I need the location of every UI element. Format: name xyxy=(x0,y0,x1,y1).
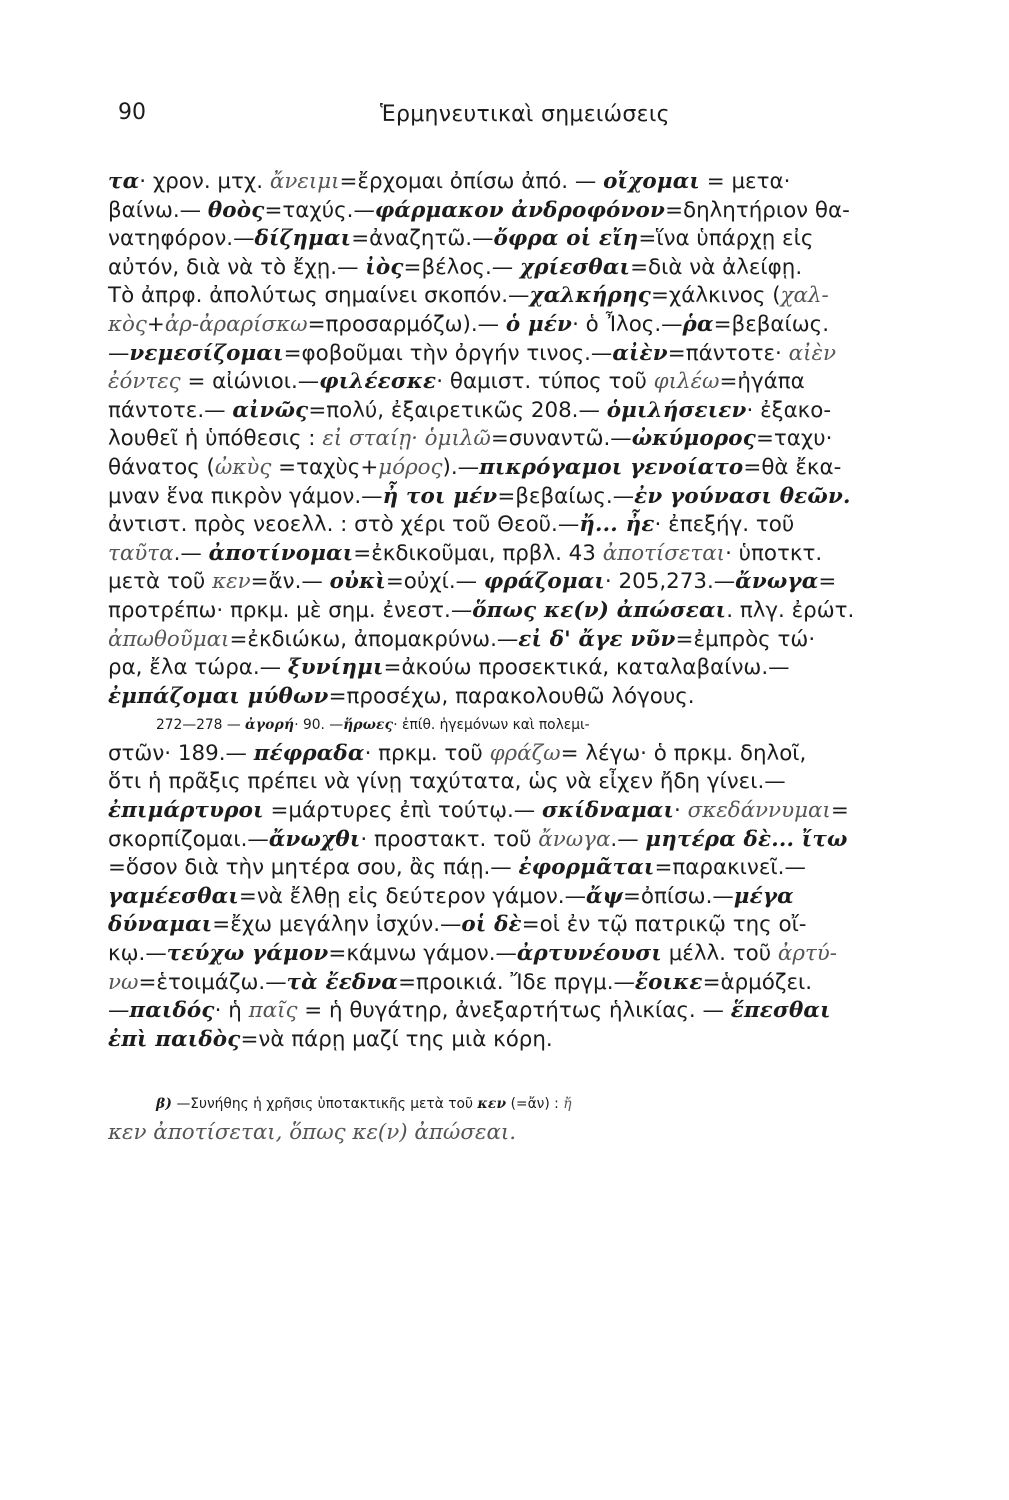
gloss-text: · προστακτ. τοῦ xyxy=(360,826,539,852)
headword: γαμέεσθαι xyxy=(108,883,239,909)
gloss-text: · xyxy=(674,798,688,824)
gloss-text: + xyxy=(146,311,165,337)
italic-citation: φιλέω xyxy=(653,369,720,395)
gloss-text: .— xyxy=(610,826,646,852)
headword: ὄφρα οἱ εἴη xyxy=(493,226,639,252)
gloss-text: =ταχυ· xyxy=(755,426,833,452)
gloss-text: θάνατος ( xyxy=(108,454,215,480)
gloss-text: · 90. — xyxy=(294,717,344,734)
gloss-text: · ἐξακο- xyxy=(746,397,832,423)
headword: ἥρωες xyxy=(343,717,394,734)
gloss-text: =πολύ, ἐξαιρετικῶς 208.— xyxy=(308,397,607,423)
gloss-text: =φοβοῦμαι τὴν ὀργήν τινος.— xyxy=(283,340,613,366)
gloss-text: κῳ.— xyxy=(108,941,167,967)
gloss-text: · πρκμ. τοῦ xyxy=(364,740,490,766)
italic-citation: ἀπωθοῦμαι xyxy=(108,626,230,652)
headword: ἀποτίνομαι xyxy=(208,540,354,566)
gloss-text: =ἔρχομαι ὀπίσω ἀπό. — xyxy=(339,169,604,194)
text-line xyxy=(108,168,958,197)
italic-citation: σκεδάννυμαι xyxy=(687,798,831,824)
gloss-text: =παρακινεῖ.— xyxy=(654,855,806,881)
text-line xyxy=(108,626,958,655)
gloss-text: = ἡ θυγάτηρ, ἀνεξαρτήτως ἡλικίας. — xyxy=(297,998,731,1024)
gloss-text: · ἐπεξήγ. τοῦ xyxy=(654,512,795,538)
gloss-text: Τὸ ἀπρφ. ἀπολύτως σημαίνει σκοπόν.— xyxy=(108,283,530,309)
headword: ὅπως κε(ν) ἀπώσεαι xyxy=(472,597,727,623)
text-line xyxy=(108,969,958,998)
text-line xyxy=(108,1119,958,1148)
gloss-text: =ἑτοιμάζω.— xyxy=(138,969,287,995)
headword: ἄνωγα xyxy=(735,569,819,595)
gloss-text: προτρέπω· πρκμ. μὲ σημ. ἐνεστ.— xyxy=(108,597,473,623)
headword: ἐπὶ παιδὸς xyxy=(108,1026,241,1052)
headword: ἄνωχθι xyxy=(268,826,361,852)
gloss-text: =ἁρμόζει. xyxy=(702,969,813,995)
gloss-text: — xyxy=(108,340,130,366)
headword: ἄψ xyxy=(585,883,623,909)
gloss-text: βαίνω.— xyxy=(108,197,208,223)
gloss-text: · χρον. μτχ. xyxy=(139,169,270,194)
text-line xyxy=(108,540,958,569)
gloss-text: = μετα· xyxy=(699,169,791,194)
gloss-text: 272—278 — xyxy=(156,717,246,734)
headword: ὠκύμορος xyxy=(631,426,756,452)
text-line xyxy=(108,1090,958,1119)
gloss-text: . πλγ. ἐρώτ. xyxy=(726,597,855,623)
italic-citation: μόρος xyxy=(378,454,443,480)
paragraph-gap xyxy=(108,1054,958,1090)
gloss-text: μετὰ τοῦ xyxy=(108,569,213,595)
gloss-text: =ἀναζητῶ.— xyxy=(351,226,494,252)
headword: ἤ... ἦε xyxy=(579,512,655,538)
gloss-text: =κάμνω γάμον.— xyxy=(328,941,517,967)
headword: αἰὲν xyxy=(612,340,668,366)
gloss-text: =συναντῶ.— xyxy=(490,426,632,452)
italic-citation: ἀρ-ἀραρίσκω xyxy=(164,311,308,337)
gloss-text: =βέλος.— xyxy=(403,254,520,280)
gloss-text: — xyxy=(108,998,130,1024)
gloss-text: μέλλ. τοῦ xyxy=(661,941,778,967)
gloss-text: =ἀκούω προσεκτικά, καταλαβαίνω.— xyxy=(383,655,790,681)
italic-citation: νω xyxy=(108,969,139,995)
italic-citation: ἐόντες xyxy=(108,369,181,395)
text-line xyxy=(108,711,958,740)
gloss-text: =βεβαίως.— xyxy=(497,483,635,509)
gloss-text: · ἐπίθ. ἡγεμόνων καὶ πολεμι- xyxy=(393,717,590,734)
headword: οἱ δὲ xyxy=(461,912,522,938)
headword: τεύχω γάμον xyxy=(166,941,329,967)
headword: ἐν γούνασι θεῶν. xyxy=(634,483,851,509)
text-line xyxy=(108,311,958,340)
italic-citation: ἤ xyxy=(563,1096,572,1113)
text-line xyxy=(108,425,958,454)
gloss-text: πάντοτε.— xyxy=(108,397,233,423)
italic-citation: παῖς xyxy=(248,998,298,1024)
headword: φράζομαι xyxy=(483,569,605,595)
gloss-text: =ἐμπρὸς τώ· xyxy=(675,626,816,652)
headword: ἐπιμάρτυροι xyxy=(108,798,264,824)
italic-citation: ἀρτύ- xyxy=(777,941,838,967)
gloss-text: στῶν· 189.— xyxy=(108,740,254,766)
text-line xyxy=(108,883,958,912)
text-line xyxy=(108,940,958,969)
gloss-text: = xyxy=(818,569,837,595)
headword: ἔοικε xyxy=(634,969,703,995)
gloss-text: · ὁ Ἶλος.— xyxy=(572,311,683,337)
gloss-text: —Συνήθης ἡ χρῆσις ὑποτακτικῆς μετὰ τοῦ xyxy=(172,1096,478,1113)
text-line xyxy=(108,1026,958,1055)
gloss-text: =προσέχω, παρακολουθῶ λόγους. xyxy=(328,683,695,709)
gloss-text: (=ἄν) : xyxy=(506,1096,564,1113)
italic-citation: κεν ἀποτίσεται, ὅπως κε(ν) ἀπώσεαι. xyxy=(108,1120,517,1145)
headword: θοὸς xyxy=(207,197,265,223)
headword: κεν xyxy=(477,1096,507,1113)
gloss-text: =ἐκδικοῦμαι, πρβλ. 43 xyxy=(353,540,603,566)
headword: ἀρτυνέουσι xyxy=(516,941,662,967)
text-line xyxy=(108,797,958,826)
gloss-text: =διὰ νὰ ἀλείφῃ. xyxy=(630,254,803,280)
gloss-text: ρα, ἔλα τώρα.— xyxy=(108,655,288,681)
gloss-text: =ἵνα ὑπάρχῃ εἰς xyxy=(638,226,814,252)
headword: ἕπεσθαι xyxy=(730,998,831,1024)
headword: φάρμακον ἀνδροφόνον xyxy=(374,197,666,223)
page-number: 90 xyxy=(118,100,146,125)
italic-citation: φράζω xyxy=(489,740,561,766)
gloss-text: =ὀπίσω.— xyxy=(622,883,734,909)
italic-citation: αἰὲν xyxy=(788,340,836,366)
gloss-text: .— xyxy=(173,540,209,566)
headword: χαλκήρης xyxy=(529,283,651,309)
gloss-text: =προικιά. Ἴδε πργμ.— xyxy=(398,969,635,995)
gloss-text: ὅτι ἡ πρᾶξις πρέπει νὰ γίνῃ ταχύτατα, ὡς νὰ εἶχεν ἤδη γίνει.— xyxy=(108,769,786,795)
text-line xyxy=(108,282,958,311)
gloss-text: =ἄν.— xyxy=(250,569,330,595)
gloss-text: σκορπίζομαι.— xyxy=(108,826,269,852)
headword: δύναμαι xyxy=(108,912,213,938)
text-line xyxy=(108,740,958,769)
text-line xyxy=(108,368,958,397)
gloss-text: =βεβαίως. xyxy=(713,311,830,337)
text-line xyxy=(108,483,958,512)
italic-citation: ἀποτίσεται xyxy=(602,540,726,566)
gloss-text: =μάρτυρες ἐπὶ τούτῳ.— xyxy=(263,798,543,824)
gloss-text: ἀντιστ. πρὸς νεοελλ. : στὸ χέρι τοῦ Θεοῦ.— xyxy=(108,512,580,538)
headword: σκίδναμαι xyxy=(542,798,675,824)
text-line xyxy=(108,768,958,797)
text-line xyxy=(108,254,958,283)
italic-citation: ὠκὺς xyxy=(214,454,272,480)
text-line xyxy=(108,340,958,369)
gloss-text: = λέγω· ὁ πρκμ. δηλοῖ, xyxy=(560,740,807,766)
italic-citation: ἄνωγα xyxy=(538,826,611,852)
text-line xyxy=(108,397,958,426)
headword: ξυνίημι xyxy=(287,655,384,681)
running-title: Ἑρμηνευτικαὶ σημειώσεις xyxy=(380,102,670,127)
headword: πικρόγαμοι γενοίατο xyxy=(479,454,744,480)
text-line xyxy=(108,454,958,483)
gloss-text: =ταχύς.— xyxy=(264,197,375,223)
gloss-text: =ἐκδιώκω, ἀπομακρύνω.— xyxy=(229,626,519,652)
gloss-text: = xyxy=(830,798,849,824)
italic-citation: ἄνειμι xyxy=(269,169,340,194)
headword: αἰνῶς xyxy=(232,397,309,423)
gloss-text: =χάλκινος ( xyxy=(650,283,781,309)
gloss-text: λουθεῖ ἡ ὑπόθεσις : xyxy=(108,426,323,452)
gloss-text: =νὰ πάρῃ μαζί της μιὰ κόρη. xyxy=(240,1026,553,1052)
headword: νεμεσίζομαι xyxy=(129,340,284,366)
italic-citation: εἰ σταίῃ· ὁμιλῶ xyxy=(322,426,491,452)
headword: δίζημαι xyxy=(254,226,352,252)
text-line xyxy=(108,654,958,683)
italic-citation: ταῦτα xyxy=(108,540,174,566)
text-line xyxy=(108,225,958,254)
headword: ὁμιλήσειεν xyxy=(606,397,747,423)
gloss-text: · θαμιστ. τύπος τοῦ xyxy=(436,369,654,395)
headword: εἰ δ' ἄγε νῦν xyxy=(518,626,676,652)
headword: ὁ μέν xyxy=(505,311,573,337)
page-header xyxy=(118,100,949,140)
headword: χρίεσθαι xyxy=(519,254,631,280)
gloss-text: ).— xyxy=(442,454,480,480)
gloss-text: νατηφόρον.— xyxy=(108,226,255,252)
gloss-text: · ὑποτκτ. xyxy=(725,540,823,566)
text-line xyxy=(108,511,958,540)
gloss-text: · 205,273.— xyxy=(604,569,736,595)
headword: φιλέεσκε xyxy=(319,369,437,395)
headword: ἦ τοι μέν xyxy=(382,483,498,509)
headword: οἴχομαι xyxy=(603,169,700,194)
headword: μέγα xyxy=(733,883,794,909)
headword: πέφραδα xyxy=(253,740,365,766)
gloss-text: =ἠγάπα xyxy=(719,369,805,395)
headword: ἐμπάζομαι μύθων xyxy=(108,683,329,709)
headword: τα xyxy=(108,169,140,194)
text-line xyxy=(108,854,958,883)
headword: ἀγορή xyxy=(245,717,295,734)
headword: ῥα xyxy=(682,311,714,337)
text-line xyxy=(108,826,958,855)
gloss-text: =οὐχί.— xyxy=(385,569,484,595)
headword: ἰὸς xyxy=(365,254,404,280)
gloss-text: μναν ἕνα πικρὸν γάμον.— xyxy=(108,483,383,509)
gloss-text: =οἱ ἐν τῷ πατρικῷ της οἴ- xyxy=(521,912,807,938)
gloss-text: =δηλητήριον θα- xyxy=(665,197,850,223)
headword: τὰ ἔεδνα xyxy=(286,969,399,995)
headword: μητέρα δὲ... ἴτω xyxy=(645,826,848,852)
text-line xyxy=(108,997,958,1026)
gloss-text: αὐτόν, διὰ νὰ τὸ ἔχῃ.— xyxy=(108,254,366,280)
italic-citation: χαλ- xyxy=(780,283,829,309)
gloss-text: · ἡ xyxy=(214,998,249,1024)
italic-citation: κὸς xyxy=(108,311,147,337)
commentary-text xyxy=(108,168,958,1148)
gloss-text: =προσαρμόζω).— xyxy=(307,311,506,337)
gloss-text: =ἔχω μεγάλην ἰσχύν.— xyxy=(212,912,462,938)
text-line xyxy=(108,597,958,626)
text-line xyxy=(108,683,958,712)
gloss-text: =πάντοτε· xyxy=(667,340,789,366)
gloss-text: =ὅσον διὰ τὴν μητέρα σου, ἂς πάῃ.— xyxy=(108,855,519,881)
headword: β) xyxy=(156,1096,173,1113)
headword: ἐφορμᾶται xyxy=(518,855,655,881)
text-line xyxy=(108,197,958,226)
gloss-text: =θὰ ἔκα- xyxy=(743,454,842,480)
text-line xyxy=(108,911,958,940)
gloss-text: =νὰ ἔλθῃ εἰς δεύτερον γάμον.— xyxy=(238,883,586,909)
headword: οὐκὶ xyxy=(329,569,386,595)
text-line xyxy=(108,568,958,597)
gloss-text: = αἰώνιοι.— xyxy=(180,369,320,395)
italic-citation: κεν xyxy=(212,569,251,595)
gloss-text: =ταχὺς+ xyxy=(271,454,379,480)
headword: παιδός xyxy=(129,998,215,1024)
